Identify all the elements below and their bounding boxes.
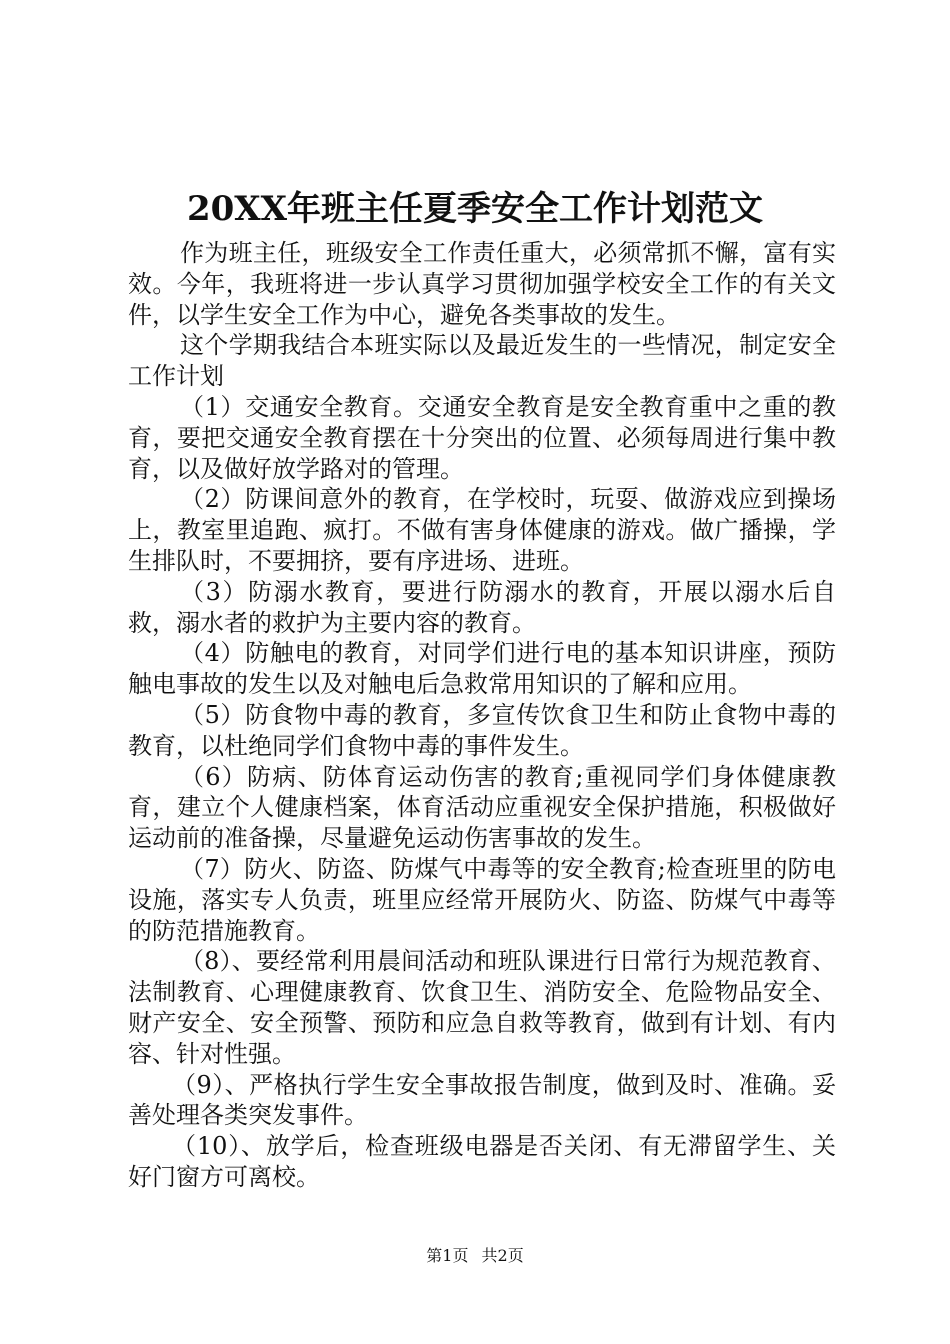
paragraph-item-5: （5）防食物中毒的教育，多宣传饮食卫生和防止食物中毒的教育，以杜绝同学们食物中毒的事件发生。: [128, 700, 836, 760]
paragraph-item-9: （9）、严格执行学生安全事故报告制度，做到及时、准确。妥善处理各类突发事件。: [128, 1070, 836, 1130]
document-body: [128, 238, 836, 1193]
paragraph-item-6: （6）防病、防体育运动伤害的教育;重视同学们身体健康教育，建立个人健康档案，体育活动应重视安全保护措施，积极做好运动前的准备操，尽量避免运动伤害事故的发生。: [128, 762, 836, 853]
page-footer: [0, 1245, 950, 1267]
paragraph-plan-intro: 这个学期我结合本班实际以及最近发生的一些情况，制定安全工作计划: [128, 331, 836, 391]
paragraph-item-4: （4）防触电的教育，对同学们进行电的基本知识讲座，预防触电事故的发生以及对触电后急救常用知识的了解和应用。: [128, 639, 836, 699]
paragraph-item-2: （2）防课间意外的教育，在学校时，玩耍、做游戏应到操场上，教室里追跑、疯打。不做有害身体健康的游戏。做广播操，学生排队时，不要拥挤，要有序进场、进班。: [128, 485, 836, 575]
paragraph-item-8: （8）、要经常利用晨间活动和班队课进行日常行为规范教育、法制教育、心理健康教育、饮食卫生、消防安全、危险物品安全、财产安全、安全预警、预防和应急自救等教育，做到有计划、有内容、针对性强。: [128, 947, 836, 1068]
page-number-current: 第1页: [426, 1246, 469, 1265]
document-title: 20XX年班主任夏季安全工作计划范文: [186, 189, 764, 229]
paragraph-item-3: （3）防溺水教育，要进行防溺水的教育，开展以溺水后自救，溺水者的救护为主要内容的教育。: [128, 577, 836, 637]
paragraph-item-7: （7）防火、防盗、防煤气中毒等的安全教育;检查班里的防电设施，落实专人负责，班里应经常开展防火、防盗、防煤气中毒等的防范措施教育。: [128, 854, 836, 945]
page-number-total: 共2页: [481, 1246, 524, 1265]
paragraph-item-10: （10）、放学后，检查班级电器是否关闭、有无滞留学生、关好门窗方可离校。: [128, 1132, 836, 1191]
paragraph-item-1: （1）交通安全教育。交通安全教育是安全教育重中之重的教育，要把交通安全教育摆在十分突出的位置、必须每周进行集中教育，以及做好放学路对的管理。: [128, 392, 836, 483]
paragraph-intro: 作为班主任，班级安全工作责任重大，必须常抓不懈，富有实效。今年，我班将进一步认真学习贯彻加强学校安全工作的有关文件，以学生安全工作为中心，避免各类事故的发生。: [128, 239, 836, 329]
